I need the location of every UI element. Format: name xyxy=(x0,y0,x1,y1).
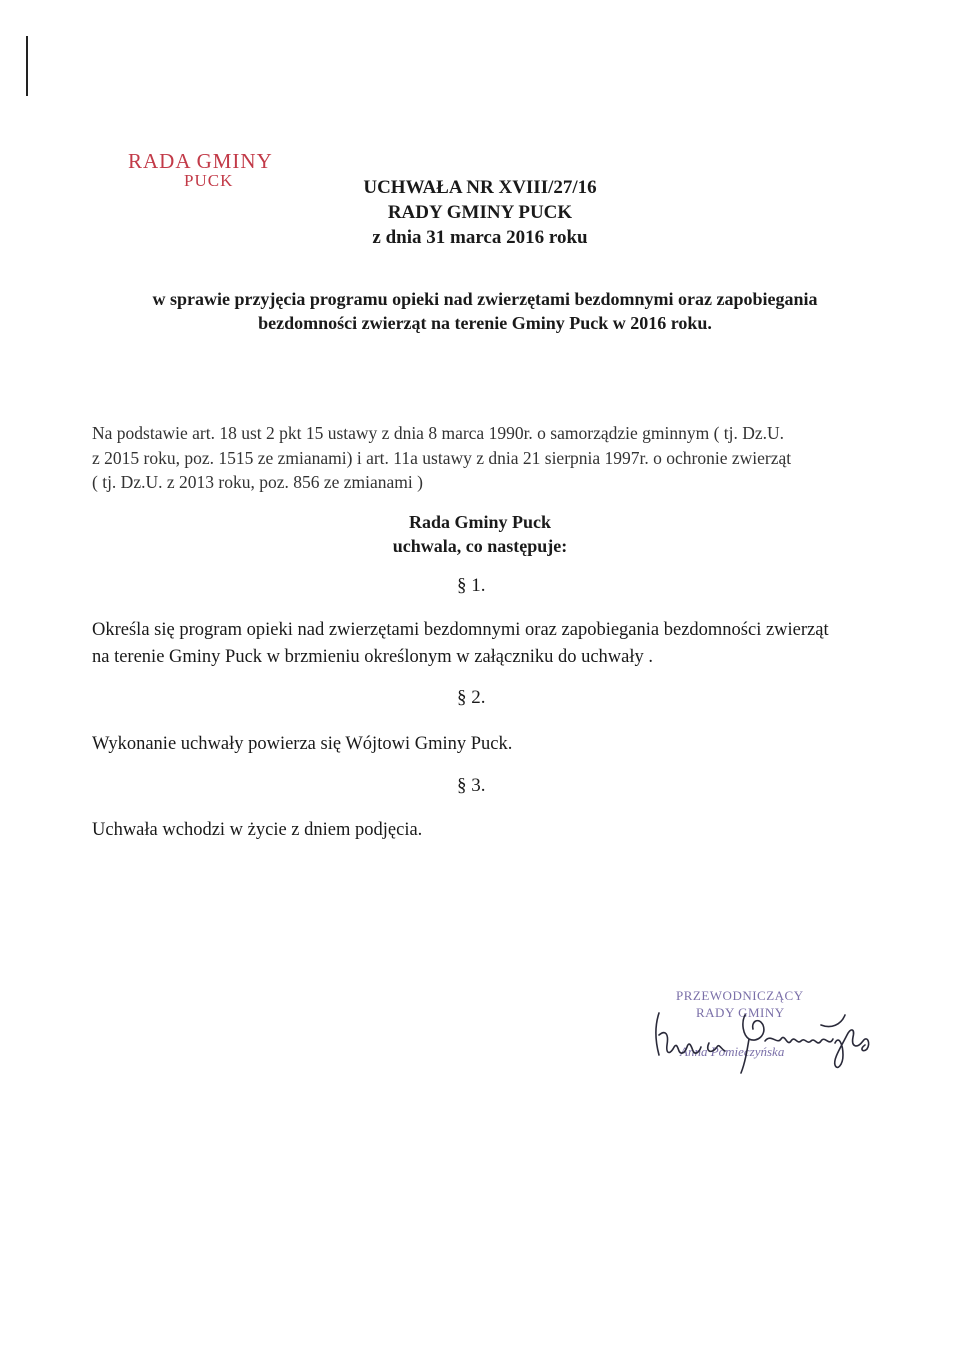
chairperson-stamp-title: PRZEWODNICZĄCY xyxy=(676,988,804,1003)
basis-line-2: z 2015 roku, poz. 1515 ze zmianami) i art. 11a ustawy z dnia 21 sierpnia 1997r. o ochronie zwierząt xyxy=(92,447,792,468)
section-1-line-1: Określa się program opieki nad zwierzętami bezdomnymi oraz zapobiegania bezdomności zwierząt xyxy=(92,620,829,640)
legal-basis xyxy=(92,421,892,495)
council-decision-heading xyxy=(300,510,660,558)
resolution-number: UCHWAŁA NR XVIII/27/16 xyxy=(363,177,597,198)
chairperson-stamp-council: RADY GMINY xyxy=(696,1005,785,1020)
resolution-date: z dnia 31 marca 2016 roku xyxy=(372,227,588,248)
margin-mark xyxy=(26,36,28,96)
basis-line-3: ( tj. Dz.U. z 2013 roku, poz. 856 ze zmianami ) xyxy=(92,472,423,492)
handwritten-signature xyxy=(645,995,880,1080)
resolution-header xyxy=(300,175,660,250)
section-mark-2: § 2. xyxy=(457,687,486,708)
section-mark-1: § 1. xyxy=(457,575,486,596)
stamp-line-1: RADA GMINY xyxy=(128,149,273,173)
stamp-line-2: PUCK xyxy=(184,171,234,191)
council-stamp xyxy=(128,150,273,190)
section-mark-3: § 3. xyxy=(457,775,486,796)
section-1-line-2: na terenie Gminy Puck w brzmieniu określonym w załączniku do uchwały . xyxy=(92,647,654,667)
basis-line-1: Na podstawie art. 18 ust 2 pkt 15 ustawy z dnia 8 marca 1990r. o samorządzie gminnym ( tj. Dz.U. xyxy=(92,423,785,443)
section-2-text xyxy=(92,731,512,758)
chairperson-stamp-name: Anna Pomieczyńska xyxy=(680,1044,785,1059)
section-2-line-1: Wykonanie uchwały powierza się Wójtowi Gminy Puck. xyxy=(92,734,513,754)
section-3-line-1: Uchwała wchodzi w życie z dniem podjęcia. xyxy=(92,820,423,840)
subject-line-1: w sprawie przyjęcia programu opieki nad zwierzętami bezdomnymi oraz zapobiegania xyxy=(152,289,818,309)
section-1-text xyxy=(92,617,892,671)
subject-line-2: bezdomności zwierząt na terenie Gminy Puck w 2016 roku. xyxy=(258,313,712,333)
resolution-subject xyxy=(92,287,878,335)
council-decides: uchwala, co następuje: xyxy=(392,536,568,556)
council-name: Rada Gminy Puck xyxy=(408,512,552,532)
resolution-issuer: RADY GMINY PUCK xyxy=(387,202,573,223)
section-3-text xyxy=(92,817,422,844)
